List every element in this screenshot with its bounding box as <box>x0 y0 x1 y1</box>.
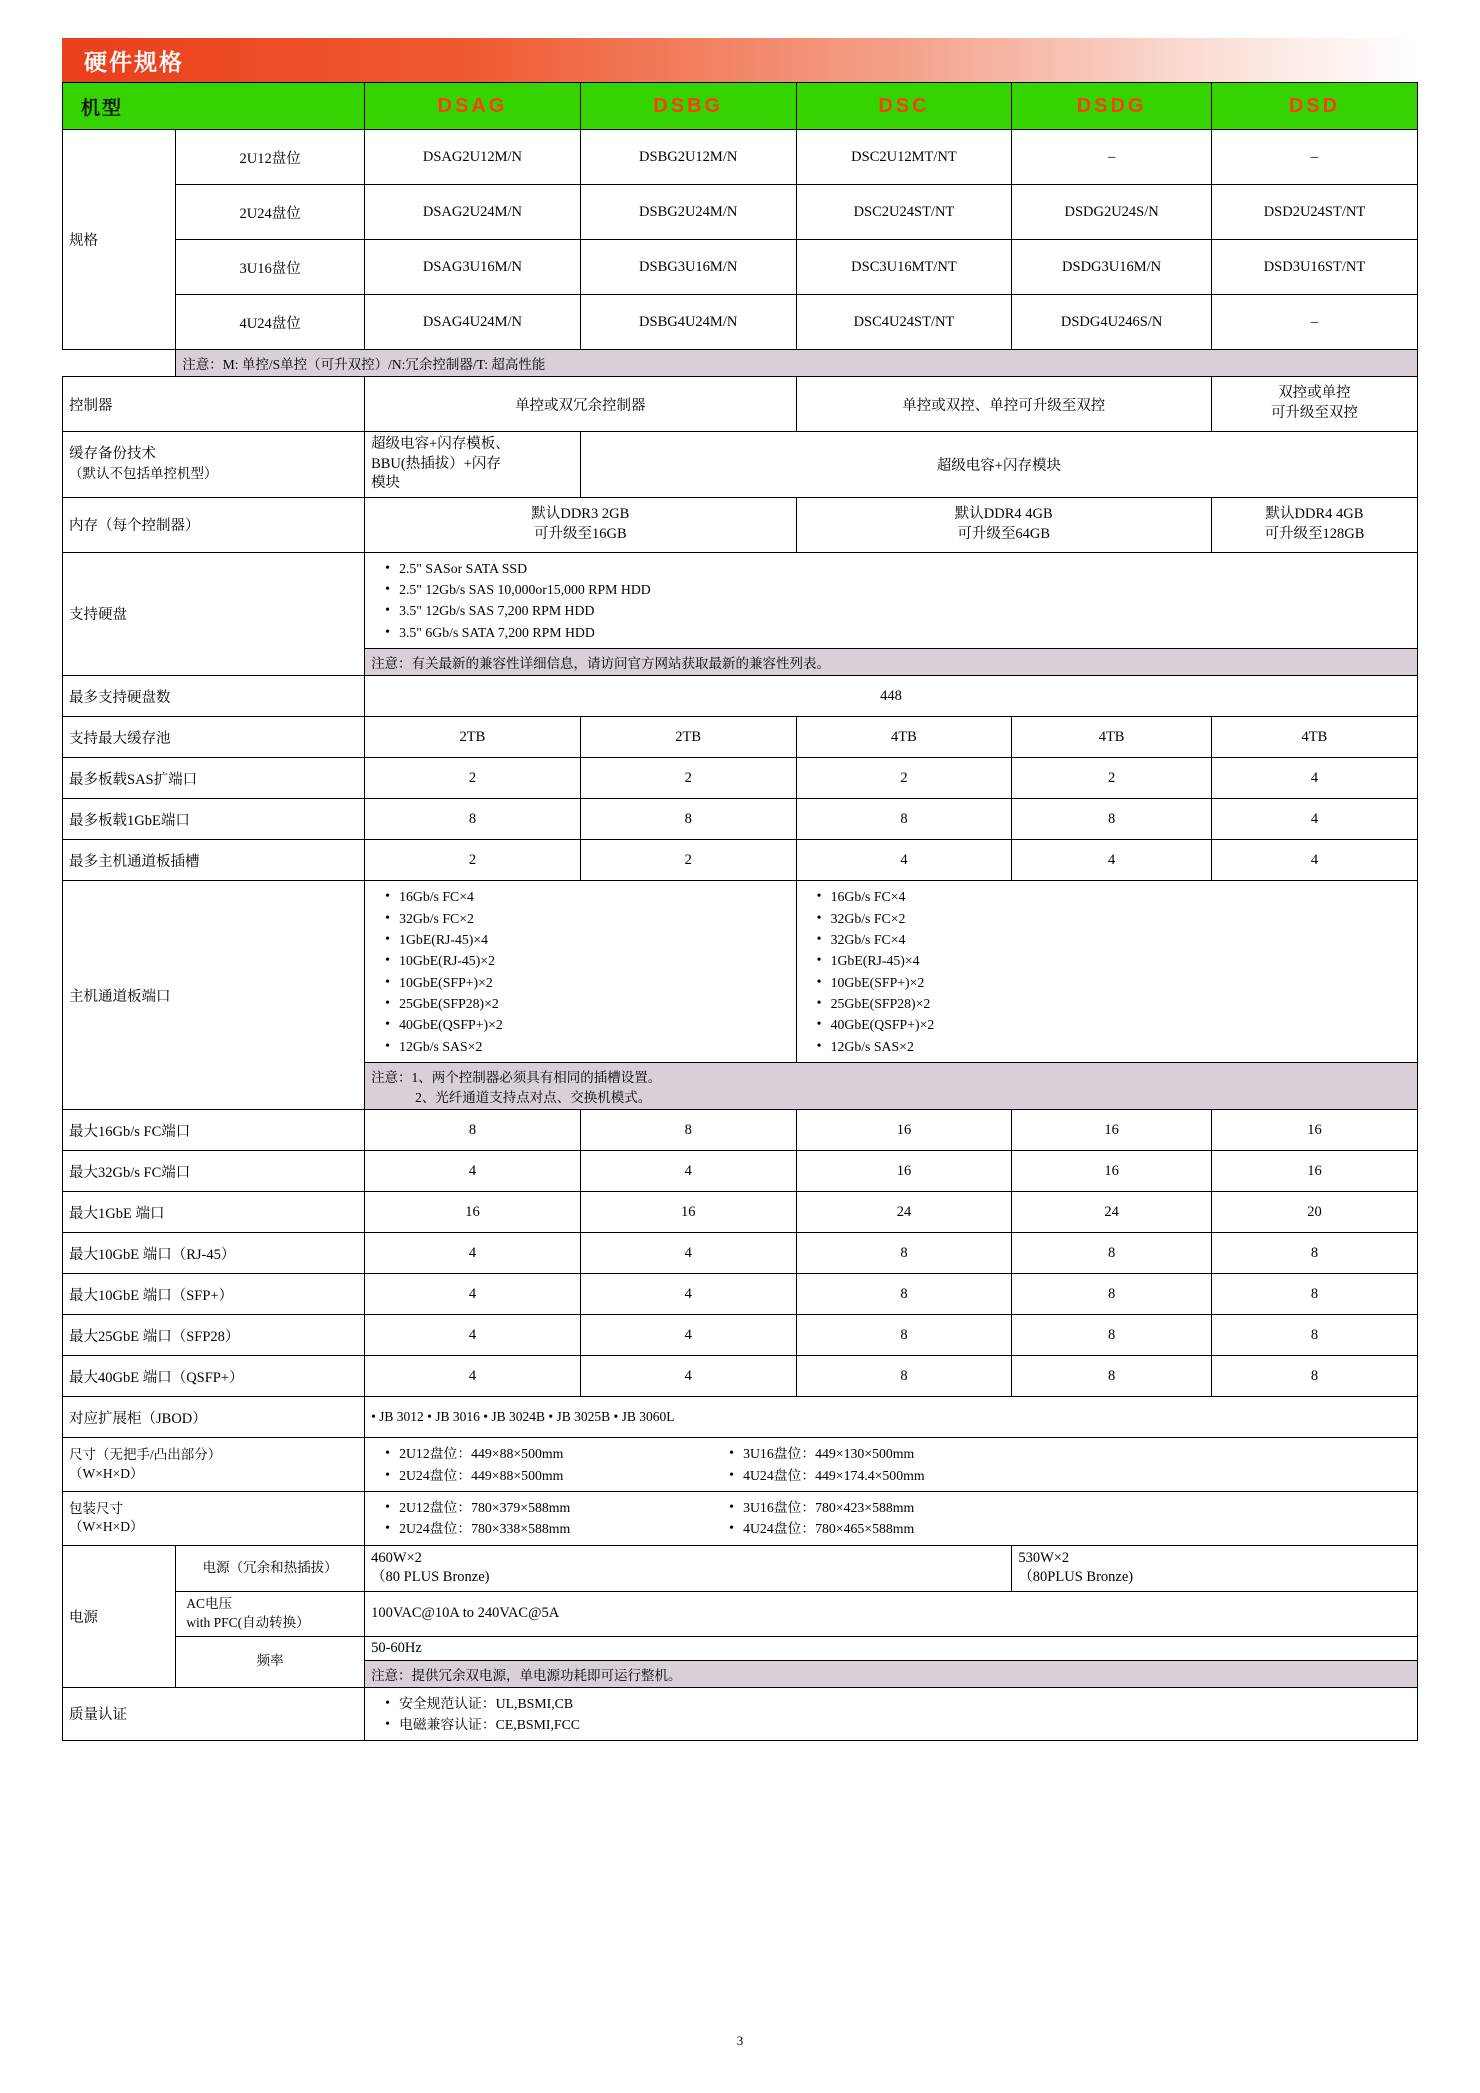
hardware-spec-table <box>62 82 1418 1741</box>
row-max-16gfc <box>63 1110 1418 1151</box>
dimensions-col1-1: • 2U24盘位：449×88×500mm <box>385 1465 715 1486</box>
row-max-1gbe <box>63 1192 1418 1233</box>
header-model-dsbg: DSBG <box>580 83 796 130</box>
label-max-1gbe: 最大1GbE 端口 <box>63 1192 365 1233</box>
value-max-cache-pool-dsbg: 2TB <box>580 717 796 758</box>
spec-note: 注意：M: 单控/S单控（可升双控）/N:冗余控制器/T: 超高性能 <box>176 350 1418 377</box>
spec-row-label-2u12: 2U12盘位 <box>176 130 365 185</box>
certification-item-0: • 安全规范认证：UL,BSMI,CB <box>385 1693 1411 1714</box>
value-max-sas-dsag: 2 <box>365 758 581 799</box>
cache-backup-value-1-line2: BBU(热插拔）+闪存 <box>371 455 501 472</box>
row-power-psu <box>63 1545 1418 1591</box>
row-3u16 <box>63 240 1418 295</box>
value-max-sas-dsbg: 2 <box>580 758 796 799</box>
host-left-2: • 1GbE(RJ-45)×4 <box>385 929 790 950</box>
host-board-left-list <box>371 884 790 1059</box>
value-slots-dsdg: 4 <box>1012 840 1212 881</box>
package-col1 <box>371 1495 715 1542</box>
header-model-dsag: DSAG <box>365 83 581 130</box>
label-max-10gbe-rj45: 最大10GbE 端口（RJ-45） <box>63 1233 365 1274</box>
value-power-psu-right <box>1012 1545 1418 1591</box>
cache-backup-value-1-line3: 模块 <box>371 475 401 492</box>
value-1gbe-dsdg: 24 <box>1012 1192 1212 1233</box>
package-col2-1: • 4U24盘位：780×465×588mm <box>729 1518 914 1539</box>
label-cache-backup-line1: 缓存备份技术 <box>69 446 156 463</box>
label-supported-disks: 支持硬盘 <box>63 552 365 676</box>
spec-row-label-4u24: 4U24盘位 <box>176 295 365 350</box>
value-32gfc-dsdg: 16 <box>1012 1151 1212 1192</box>
row-spec-note <box>63 350 1418 377</box>
value-max-cache-pool-dsag: 2TB <box>365 717 581 758</box>
label-memory: 内存（每个控制器） <box>63 497 365 552</box>
disk-item-1: • 2.5" 12Gb/s SAS 10,000or15,000 RPM HDD <box>385 579 1411 600</box>
host-left-5: • 25GbE(SFP28)×2 <box>385 993 790 1014</box>
value-40gbe-dsdg: 8 <box>1012 1356 1212 1397</box>
host-board-ports-right <box>796 881 1417 1063</box>
host-board-note-line2: 2、光纤通道支持点对点、交换机模式。 <box>415 1090 652 1106</box>
row-max-host-board-slots <box>63 840 1418 881</box>
row-cache-backup <box>63 432 1418 498</box>
row-max-25gbe <box>63 1315 1418 1356</box>
memory-value-3 <box>1211 497 1417 552</box>
value-jbod: • JB 3012 • JB 3016 • JB 3024B • JB 3025B • JB 3060L <box>365 1397 1418 1438</box>
banner-title: 硬件规格 <box>84 48 184 75</box>
memory-value-2 <box>796 497 1211 552</box>
value-max-sas-dsdg: 2 <box>1012 758 1212 799</box>
value-32gfc-dsbg: 4 <box>580 1151 796 1192</box>
value-slots-dsag: 2 <box>365 840 581 881</box>
host-right-7: • 12Gb/s SAS×2 <box>817 1036 1411 1057</box>
host-right-2: • 32Gb/s FC×4 <box>817 929 1411 950</box>
cell-2u24-dsbg: DSBG2U24M/N <box>580 185 796 240</box>
cell-4u24-dsdg: DSDG4U246S/N <box>1012 295 1212 350</box>
page-number: 3 <box>736 2033 744 2048</box>
host-right-4: • 10GbE(SFP+)×2 <box>817 972 1411 993</box>
disk-item-2: • 3.5" 12Gb/s SAS 7,200 RPM HDD <box>385 600 1411 621</box>
value-16gfc-dsd: 16 <box>1211 1110 1417 1151</box>
value-dimensions <box>365 1438 1418 1492</box>
label-cache-backup-line2: （默认不包括单控机型） <box>69 466 218 482</box>
value-power-psu-right-line1: 530W×2 <box>1018 1549 1070 1566</box>
label-power-freq: 频率 <box>176 1636 365 1687</box>
host-left-0: • 16Gb/s FC×4 <box>385 886 790 907</box>
table-header-row <box>63 83 1418 130</box>
cell-3u16-dsag: DSAG3U16M/N <box>365 240 581 295</box>
label-package <box>63 1491 365 1545</box>
dimensions-col1-0: • 2U12盘位：449×88×500mm <box>385 1443 715 1464</box>
row-memory <box>63 497 1418 552</box>
controller-value-2: 单控或双控、单控可升级至双控 <box>796 377 1211 432</box>
row-max-disks <box>63 676 1418 717</box>
disks-bullets <box>371 556 1411 646</box>
value-max-cache-pool-dsdg: 4TB <box>1012 717 1212 758</box>
controller-value-3-line2: 可升级至双控 <box>1270 405 1358 421</box>
label-max-25gbe: 最大25GbE 端口（SFP28） <box>63 1315 365 1356</box>
value-25gbe-dsdg: 8 <box>1012 1315 1212 1356</box>
value-package <box>365 1491 1418 1545</box>
value-10gbe-sfp-dsag: 4 <box>365 1274 581 1315</box>
label-power-ac-line1: AC电压 <box>186 1595 233 1611</box>
host-left-4: • 10GbE(SFP+)×2 <box>385 972 790 993</box>
page-banner <box>62 38 1418 82</box>
memory-value-1 <box>365 497 797 552</box>
label-power-ac <box>176 1591 365 1636</box>
disk-item-3: • 3.5" 6Gb/s SATA 7,200 RPM HDD <box>385 622 1411 643</box>
host-right-3: • 1GbE(RJ-45)×4 <box>817 950 1411 971</box>
dimensions-col2 <box>715 1441 925 1488</box>
value-slots-dsd: 4 <box>1211 840 1417 881</box>
label-max-host-board-slots: 最多主机通道板插槽 <box>63 840 365 881</box>
value-max-disks: 448 <box>365 676 1418 717</box>
label-max-40gbe: 最大40GbE 端口（QSFP+） <box>63 1356 365 1397</box>
memory-value-1-line2: 可升级至16GB <box>533 525 627 542</box>
memory-value-3-line2: 可升级至128GB <box>1264 525 1365 542</box>
value-10gbe-sfp-dsbg: 4 <box>580 1274 796 1315</box>
disk-item-0: • 2.5" SASor SATA SSD <box>385 558 1411 579</box>
host-left-6: • 40GbE(QSFP+)×2 <box>385 1014 790 1035</box>
controller-value-1: 单控或双冗余控制器 <box>365 377 797 432</box>
value-25gbe-dsc: 8 <box>796 1315 1012 1356</box>
certification-list <box>371 1691 1411 1738</box>
label-power-psu: 电源（冗余和热插拔） <box>176 1545 365 1591</box>
value-power-ac: 100VAC@10A to 240VAC@5A <box>365 1591 1418 1636</box>
label-dimensions-line2: （W×H×D） <box>69 1465 144 1481</box>
value-25gbe-dsd: 8 <box>1211 1315 1417 1356</box>
label-max-disks: 最多支持硬盘数 <box>63 676 365 717</box>
host-right-1: • 32Gb/s FC×2 <box>817 908 1411 929</box>
label-jbod: 对应扩展柜（JBOD） <box>63 1397 365 1438</box>
cell-2u12-dsd: – <box>1211 130 1417 185</box>
value-32gfc-dsd: 16 <box>1211 1151 1417 1192</box>
package-col2-0: • 3U16盘位：780×423×588mm <box>729 1497 914 1518</box>
memory-value-3-line1: 默认DDR4 4GB <box>1265 506 1364 523</box>
value-10gbe-sfp-dsd: 8 <box>1211 1274 1417 1315</box>
cache-backup-value-1 <box>365 432 581 498</box>
label-host-board-ports: 主机通道板端口 <box>63 881 365 1110</box>
label-cache-backup <box>63 432 365 498</box>
value-40gbe-dsd: 8 <box>1211 1356 1417 1397</box>
cell-3u16-dsd: DSD3U16ST/NT <box>1211 240 1417 295</box>
header-model-dsdg: DSDG <box>1012 83 1212 130</box>
value-10gbe-sfp-dsdg: 8 <box>1012 1274 1212 1315</box>
value-certification <box>365 1687 1418 1741</box>
row-host-board-ports <box>63 881 1418 1063</box>
row-dimensions <box>63 1438 1418 1492</box>
row-max-1gbe-onboard <box>63 799 1418 840</box>
value-1gbe-onboard-dsc: 8 <box>796 799 1012 840</box>
value-power-psu-right-line2: （80PLUS Bronze) <box>1018 1569 1134 1586</box>
value-10gbe-rj45-dsag: 4 <box>365 1233 581 1274</box>
label-max-cache-pool: 支持最大缓存池 <box>63 717 365 758</box>
host-left-7: • 12Gb/s SAS×2 <box>385 1036 790 1057</box>
host-board-note-line1: 注意：1、两个控制器必须具有相同的插槽设置。 <box>371 1070 662 1086</box>
value-32gfc-dsc: 16 <box>796 1151 1012 1192</box>
value-1gbe-dsag: 16 <box>365 1192 581 1233</box>
value-16gfc-dsc: 16 <box>796 1110 1012 1151</box>
cell-2u12-dsc: DSC2U12MT/NT <box>796 130 1012 185</box>
disks-note: 注意：有关最新的兼容性详细信息，请访问官方网站获取最新的兼容性列表。 <box>365 649 1418 676</box>
row-supported-disks <box>63 552 1418 649</box>
host-right-6: • 40GbE(QSFP+)×2 <box>817 1014 1411 1035</box>
value-25gbe-dsag: 4 <box>365 1315 581 1356</box>
label-power-ac-line2: with PFC(自动转换） <box>186 1614 310 1630</box>
label-max-32gfc: 最大32Gb/s FC端口 <box>63 1151 365 1192</box>
row-package <box>63 1491 1418 1545</box>
spec-row-label-2u24: 2U24盘位 <box>176 185 365 240</box>
value-10gbe-rj45-dsdg: 8 <box>1012 1233 1212 1274</box>
value-1gbe-dsd: 20 <box>1211 1192 1417 1233</box>
value-1gbe-onboard-dsbg: 8 <box>580 799 796 840</box>
value-max-sas-dsc: 2 <box>796 758 1012 799</box>
row-4u24 <box>63 295 1418 350</box>
cell-2u12-dsag: DSAG2U12M/N <box>365 130 581 185</box>
host-left-1: • 32Gb/s FC×2 <box>385 908 790 929</box>
host-board-right-list <box>803 884 1411 1059</box>
host-board-ports-left <box>365 881 797 1063</box>
cell-4u24-dsag: DSAG4U24M/N <box>365 295 581 350</box>
power-note: 注意：提供冗余双电源，单电源功耗即可运行整机。 <box>365 1660 1418 1687</box>
package-col1-0: • 2U12盘位：780×379×588mm <box>385 1497 715 1518</box>
controller-value-3 <box>1211 377 1417 432</box>
label-certification: 质量认证 <box>63 1687 365 1741</box>
package-col1-1: • 2U24盘位：780×338×588mm <box>385 1518 715 1539</box>
value-1gbe-onboard-dsag: 8 <box>365 799 581 840</box>
value-max-sas-dsd: 4 <box>1211 758 1417 799</box>
memory-value-2-line2: 可升级至64GB <box>957 525 1051 542</box>
spec-row-label-3u16: 3U16盘位 <box>176 240 365 295</box>
supported-disks-list <box>365 552 1418 649</box>
header-model-dsc: DSC <box>796 83 1012 130</box>
host-board-note <box>365 1063 1418 1110</box>
label-power: 电源 <box>63 1545 176 1687</box>
value-max-cache-pool-dsd: 4TB <box>1211 717 1417 758</box>
value-1gbe-onboard-dsdg: 8 <box>1012 799 1212 840</box>
row-2u24 <box>63 185 1418 240</box>
label-dimensions-line1: 尺寸（无把手/凸出部分） <box>69 1447 222 1463</box>
value-10gbe-rj45-dsc: 8 <box>796 1233 1012 1274</box>
cell-2u12-dsbg: DSBG2U12M/N <box>580 130 796 185</box>
memory-value-2-line1: 默认DDR4 4GB <box>954 506 1053 523</box>
cache-backup-value-2: 超级电容+闪存模块 <box>580 432 1417 498</box>
value-32gfc-dsag: 4 <box>365 1151 581 1192</box>
dimensions-col2-1: • 4U24盘位：449×174.4×500mm <box>729 1465 925 1486</box>
cell-3u16-dsc: DSC3U16MT/NT <box>796 240 1012 295</box>
cache-backup-value-1-line1: 超级电容+闪存模板、 <box>371 436 510 452</box>
row-max-sas-ports <box>63 758 1418 799</box>
value-1gbe-onboard-dsd: 4 <box>1211 799 1417 840</box>
row-jbod <box>63 1397 1418 1438</box>
cell-2u12-dsdg: – <box>1012 130 1212 185</box>
cell-3u16-dsbg: DSBG3U16M/N <box>580 240 796 295</box>
value-power-freq: 50-60Hz <box>365 1636 1418 1660</box>
dimensions-col2-0: • 3U16盘位：449×130×500mm <box>729 1443 925 1464</box>
value-1gbe-dsbg: 16 <box>580 1192 796 1233</box>
row-certification <box>63 1687 1418 1741</box>
package-col2 <box>715 1495 914 1542</box>
value-max-cache-pool-dsc: 4TB <box>796 717 1012 758</box>
dimensions-col1 <box>371 1441 715 1488</box>
cell-2u24-dsd: DSD2U24ST/NT <box>1211 185 1417 240</box>
value-10gbe-rj45-dsbg: 4 <box>580 1233 796 1274</box>
row-max-10gbe-sfp <box>63 1274 1418 1315</box>
controller-value-3-line1: 双控或单控 <box>1278 385 1351 402</box>
cell-4u24-dsc: DSC4U24ST/NT <box>796 295 1012 350</box>
cell-2u24-dsdg: DSDG2U24S/N <box>1012 185 1212 240</box>
cell-4u24-dsd: – <box>1211 295 1417 350</box>
value-power-psu-left-line2: （80 PLUS Bronze) <box>371 1569 490 1586</box>
value-40gbe-dsbg: 4 <box>580 1356 796 1397</box>
value-10gbe-sfp-dsc: 8 <box>796 1274 1012 1315</box>
row-max-40gbe <box>63 1356 1418 1397</box>
group-label-spec: 规格 <box>63 130 176 350</box>
host-right-0: • 16Gb/s FC×4 <box>817 886 1411 907</box>
value-slots-dsc: 4 <box>796 840 1012 881</box>
label-package-line1: 包装尺寸 <box>69 1501 123 1517</box>
memory-value-1-line1: 默认DDR3 2GB <box>531 506 630 523</box>
label-controller: 控制器 <box>63 377 365 432</box>
label-max-10gbe-sfp: 最大10GbE 端口（SFP+） <box>63 1274 365 1315</box>
label-max-sas-ports: 最多板载SAS扩端口 <box>63 758 365 799</box>
value-slots-dsbg: 2 <box>580 840 796 881</box>
value-40gbe-dsc: 8 <box>796 1356 1012 1397</box>
certification-item-1: • 电磁兼容认证：CE,BSMI,FCC <box>385 1714 1411 1735</box>
value-1gbe-dsc: 24 <box>796 1192 1012 1233</box>
label-max-1gbe-onboard: 最多板载1GbE端口 <box>63 799 365 840</box>
value-power-psu-left <box>365 1545 1012 1591</box>
host-left-3: • 10GbE(RJ-45)×2 <box>385 950 790 971</box>
cell-3u16-dsdg: DSDG3U16M/N <box>1012 240 1212 295</box>
value-10gbe-rj45-dsd: 8 <box>1211 1233 1417 1274</box>
label-max-16gfc: 最大16Gb/s FC端口 <box>63 1110 365 1151</box>
cell-2u24-dsag: DSAG2U24M/N <box>365 185 581 240</box>
host-right-5: • 25GbE(SFP28)×2 <box>817 993 1411 1014</box>
row-controller <box>63 377 1418 432</box>
label-dimensions <box>63 1438 365 1492</box>
row-max-32gfc <box>63 1151 1418 1192</box>
cell-2u24-dsc: DSC2U24ST/NT <box>796 185 1012 240</box>
row-2u12 <box>63 130 1418 185</box>
header-model-label: 机型 <box>63 83 365 130</box>
value-25gbe-dsbg: 4 <box>580 1315 796 1356</box>
value-40gbe-dsag: 4 <box>365 1356 581 1397</box>
row-power-ac <box>63 1591 1418 1636</box>
value-16gfc-dsag: 8 <box>365 1110 581 1151</box>
value-power-psu-left-line1: 460W×2 <box>371 1549 422 1566</box>
label-package-line2: （W×H×D） <box>69 1519 144 1535</box>
header-model-dsd: DSD <box>1211 83 1417 130</box>
row-max-cache-pool <box>63 717 1418 758</box>
cell-4u24-dsbg: DSBG4U24M/N <box>580 295 796 350</box>
value-16gfc-dsbg: 8 <box>580 1110 796 1151</box>
row-power-freq <box>63 1636 1418 1660</box>
value-16gfc-dsdg: 16 <box>1012 1110 1212 1151</box>
row-max-10gbe-rj45 <box>63 1233 1418 1274</box>
